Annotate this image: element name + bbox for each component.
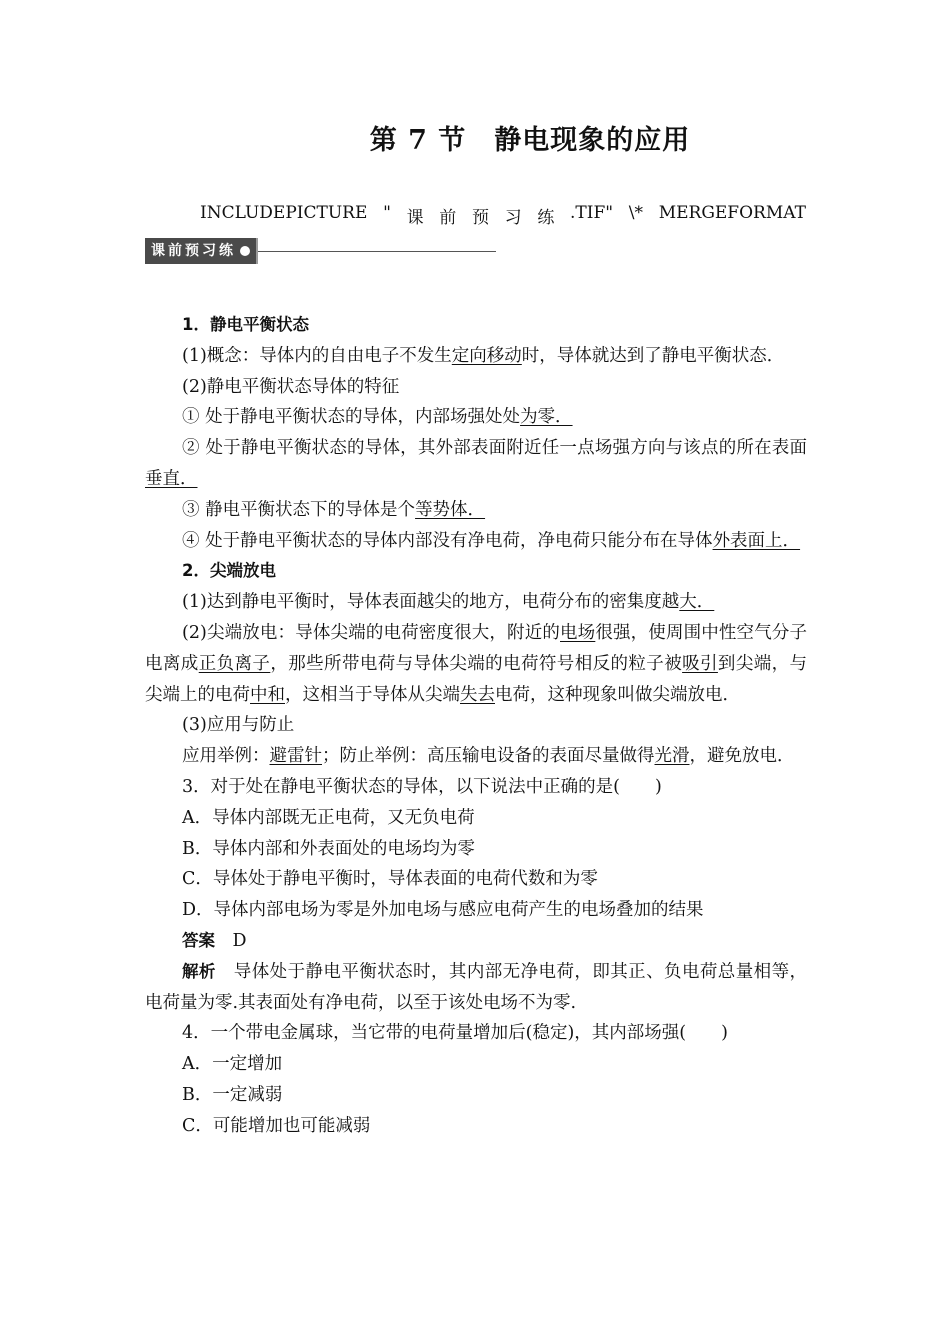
field-token: " — [383, 203, 391, 223]
answer-underline: 中和 — [250, 684, 285, 705]
field-token: 课 — [406, 208, 424, 228]
text: 很强，使周围中性空气分子电离成 — [145, 622, 808, 674]
field-token: INCLUDEPICTURE — [200, 203, 368, 223]
page-title: 第 7 节 静电现象的应用 — [369, 125, 691, 156]
answer-underline: 电场 — [560, 622, 596, 643]
text: 应用举例： — [182, 746, 270, 767]
text: 电荷，这种现象叫做尖端放电． — [495, 684, 740, 705]
feature-1 — [145, 402, 807, 433]
question-4-option-c: C．可能增加也可能减弱 — [182, 1115, 371, 1136]
banner-divider-line — [258, 251, 496, 252]
text: ② 处于静电平衡状态的导体，其外部表面附近任一点场强方向与该点的所在表面 — [182, 438, 807, 459]
text: ① 处于静电平衡状态的导体，内部场强处处 — [182, 407, 521, 428]
answer-value: D — [215, 930, 247, 951]
text: (1)达到静电平衡时，导体表面越尖的地方，电荷分布的密集度越 — [182, 592, 680, 613]
answer-underline: 定向移动 — [451, 345, 522, 366]
field-token: MERGEFORMAT — [658, 203, 806, 223]
question-3-option-c: C．导体处于静电平衡时，导体表面的电荷代数和为零 — [182, 869, 598, 890]
include-picture-field — [200, 203, 806, 228]
paragraph-features: (2)静电平衡状态导体的特征 — [182, 376, 400, 397]
text: ，这相当于导体从尖端 — [285, 684, 460, 705]
text: 到尖端，与尖端上的电荷 — [145, 653, 808, 705]
text: (2)尖端放电：导体尖端的电荷密度很大，附近的 — [182, 622, 561, 643]
text: ，避免放电． — [689, 746, 795, 767]
section-heading-2: 2．尖端放电 — [182, 561, 276, 581]
paragraph-application: (3)应用与防止 — [182, 715, 295, 736]
answer-underline: 吸引 — [682, 653, 718, 674]
answer-underline: 外表面上． — [712, 530, 801, 551]
answer-underline: 正负离子 — [198, 653, 271, 674]
feature-3 — [145, 495, 807, 526]
question-4-option-b: B．一定减弱 — [182, 1084, 283, 1105]
bullet-dot-icon — [240, 246, 250, 256]
answer-underline: 光滑 — [654, 746, 690, 767]
analysis-text: 导体处于静电平衡状态时，其内部无净电荷，即其正、负电荷总量相等，电荷量为零.其表面处有净电荷，以至于该处电场不为零. — [145, 961, 808, 1013]
question-4-option-a: A．一定增加 — [182, 1054, 283, 1075]
feature-4 — [145, 526, 807, 557]
field-token: .TIF" — [570, 203, 614, 223]
text: (1)概念：导体内的自由电子不发生 — [182, 345, 452, 366]
text: ；防止举例：高压输电设备的表面尽量做得 — [322, 746, 655, 767]
field-token: \* — [628, 203, 644, 223]
question-3-analysis — [145, 957, 807, 1019]
question-3-stem: 3．对于处在静电平衡状态的导体，以下说法中正确的是( ) — [182, 776, 662, 797]
answer-underline: 垂直． — [145, 468, 198, 489]
question-3-option-a: A．导体内部既无正电荷，又无负电荷 — [182, 807, 475, 828]
field-token: 预 — [471, 208, 489, 228]
field-token: 习 — [504, 208, 522, 228]
analysis-label: 解析 — [182, 961, 216, 981]
banner-label-box — [145, 238, 258, 264]
answer-underline: 避雷针 — [269, 746, 322, 767]
section-heading-1: 1．静电平衡状态 — [182, 315, 309, 334]
answer-underline: 为零． — [520, 407, 573, 428]
feature-2 — [145, 433, 807, 495]
text: ④ 处于静电平衡状态的导体内部没有净电荷，净电荷只能分布在导体 — [182, 530, 713, 551]
text: ，那些所带电荷与导体尖端的电荷符号相反的粒子被 — [270, 653, 683, 674]
answer-label: 答案 — [182, 930, 215, 950]
text: 时，导体就达到了静电平衡状态． — [521, 345, 785, 366]
paragraph-examples — [145, 741, 807, 772]
main-content — [145, 310, 807, 1142]
question-3-option-b: B．导体内部和外表面处的电场均为零 — [182, 838, 475, 859]
field-token: 练 — [537, 208, 555, 228]
question-3-answer — [145, 926, 807, 957]
question-4-stem: 4．一个带电金属球，当它带的电荷量增加后(稳定)，其内部场强( ) — [182, 1023, 728, 1044]
paragraph-concept — [145, 341, 807, 372]
answer-underline: 等势体． — [415, 499, 486, 520]
field-token: 前 — [439, 208, 457, 228]
banner-label: 课前预习练 — [151, 243, 236, 259]
paragraph-point-discharge — [145, 618, 807, 710]
question-3-option-d: D．导体内部电场为零是外加电场与感应电荷产生的电场叠加的结果 — [182, 900, 704, 921]
answer-underline: 大． — [679, 592, 715, 613]
answer-underline: 失去 — [460, 684, 495, 705]
text: ③ 静电平衡状态下的导体是个 — [182, 499, 416, 520]
section-banner — [145, 238, 496, 264]
paragraph-density — [145, 587, 807, 618]
